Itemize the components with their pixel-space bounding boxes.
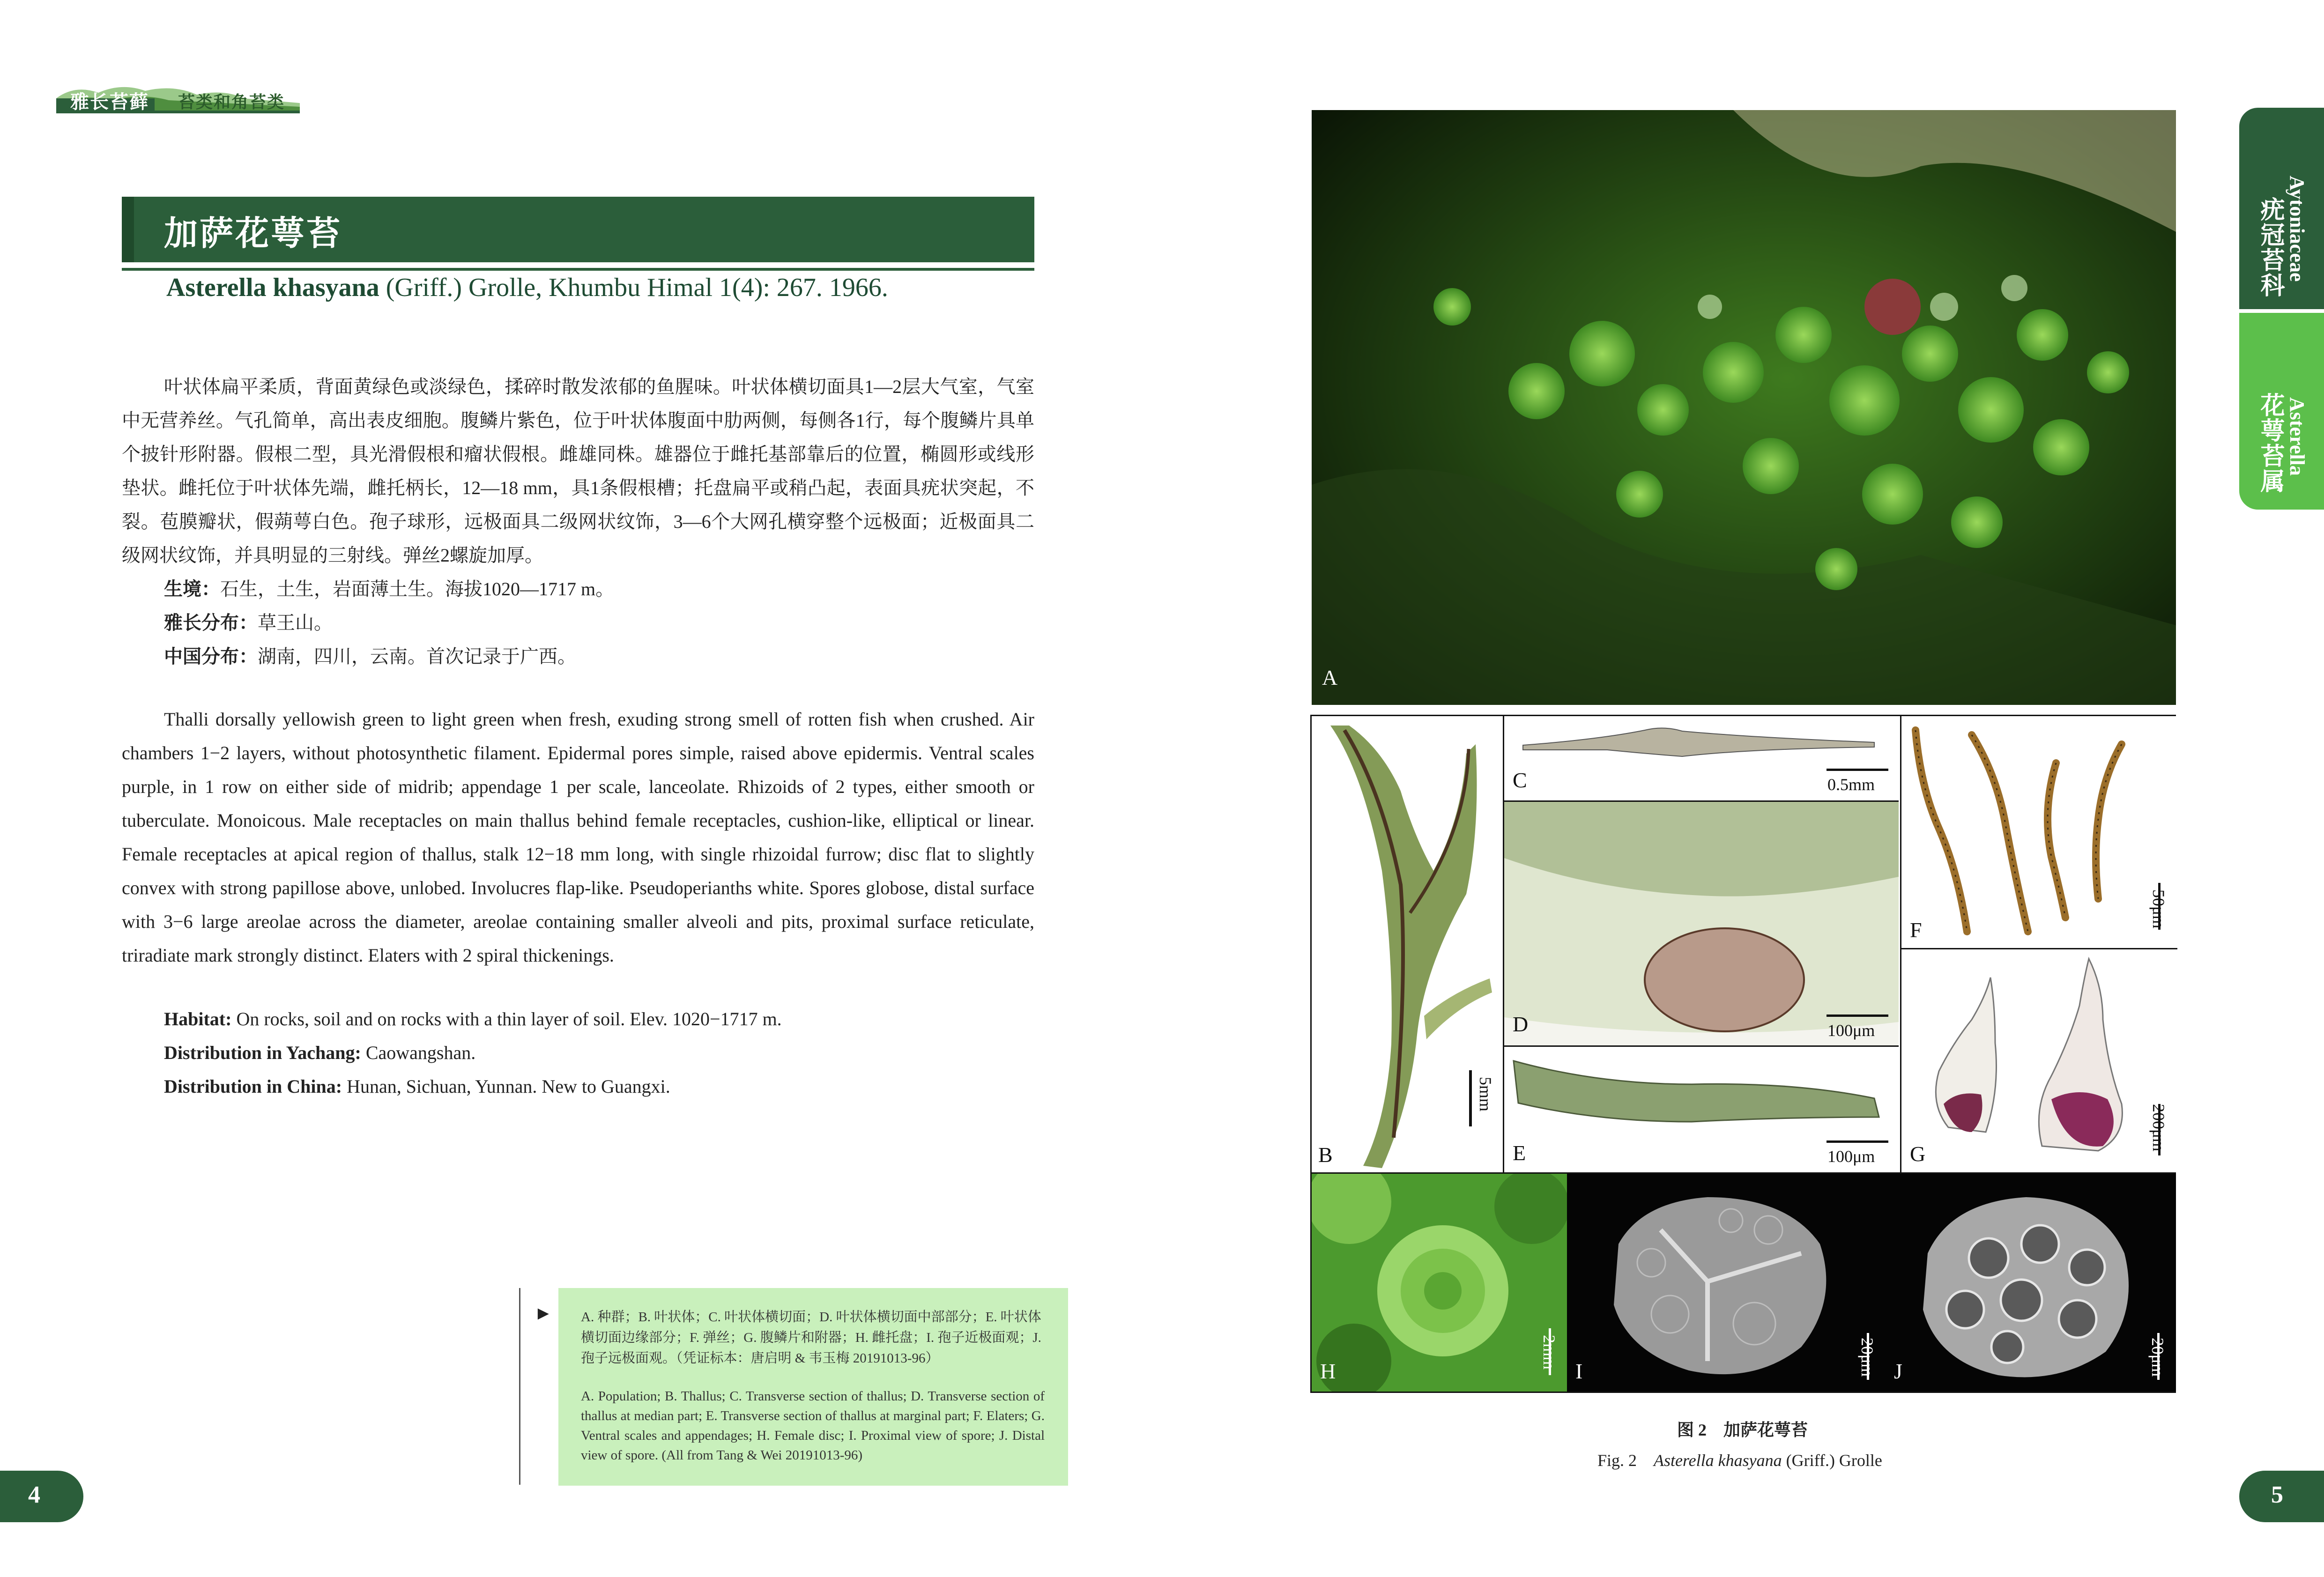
species-chinese-name: 加萨花萼苔 — [164, 215, 342, 252]
figure-caption-english — [1597, 1447, 1882, 1471]
yachang-cn-text: 草王山。 — [258, 612, 333, 633]
figure-panel-d — [1504, 802, 1899, 1047]
china-en-text: Hunan, Sichuan, Yunnan. New to Guangxi. — [342, 1076, 670, 1097]
genus-tab-latin: Asterella — [2286, 397, 2309, 476]
panel-label-h: H — [1320, 1359, 1336, 1383]
habitat-en-text: On rocks, soil and on rocks with a thin layer of soil. Elev. 1020−1717 m. — [231, 1008, 782, 1029]
caption-chinese: A. 种群；B. 叶状体；C. 叶状体横切面；D. 叶状体横切面中部部分；E. 叶状体横切面边缘部分；F. 弹丝；G. 腹鳞片和附器；H. 雌托盘；I. 孢子近极面观；J. 孢子远极面观。（凭证标本：唐启明 & 韦玉梅 20191013-96） — [581, 1310, 1041, 1366]
habitat-cn-label: 生境： — [164, 578, 220, 600]
yachang-en-text: Caowangshan. — [361, 1042, 476, 1063]
caption-rule — [519, 1288, 520, 1485]
habitat-cn-line — [164, 572, 614, 606]
scale-bar-d — [1827, 1014, 1888, 1017]
panel-label-c: C — [1513, 768, 1527, 792]
scale-label-d: 100μm — [1827, 1021, 1875, 1040]
china-en-line — [164, 1070, 670, 1103]
scale-label-i: 20μm — [1858, 1338, 1877, 1377]
panel-label-a: A — [1322, 666, 1338, 689]
spore-distal-sem — [1886, 1174, 2176, 1392]
book-title: 雅长苔藓 — [70, 91, 149, 112]
yachang-en-label: Distribution in Yachang: — [164, 1042, 361, 1063]
panel-label-j: J — [1894, 1359, 1902, 1383]
caption-english: A. Population; B. Thallus; C. Transverse section of thallus; D. Transverse section of thallus at median part; E. Transverse section of thallus at marginal part; F. Elaters; G. Ventral scales and appendages; H. Female disc; I. Proximal view of spore; J. Distal view of spore. (All from Tang & Wei 20191013-96) — [581, 1389, 1045, 1463]
china-en-label: Distribution in China: — [164, 1076, 342, 1097]
female-disc-photo — [1312, 1174, 1567, 1392]
figure-panel-c — [1504, 716, 1899, 802]
page-number-left-tab — [0, 1471, 83, 1522]
elaters-drawing — [1901, 716, 2177, 948]
book-subtitle: 苔类和角苔类 — [178, 93, 285, 111]
yachang-cn-label: 雅长分布： — [164, 612, 258, 633]
figure-caption-authority: (Griff.) Grolle — [1782, 1451, 1882, 1470]
scientific-authority: (Griff.) Grolle, Khumbu Himal 1(4): 267. 1966. — [379, 273, 888, 302]
scale-label-h: 2mm — [1540, 1335, 1559, 1370]
figure-panel-a — [1312, 110, 2176, 705]
scale-bar-c — [1827, 769, 1888, 771]
panel-label-d: D — [1513, 1012, 1529, 1036]
scale-label-b: 5mm — [1476, 1077, 1495, 1112]
panel-label-g: G — [1910, 1142, 1926, 1166]
panel-label-e: E — [1513, 1141, 1526, 1165]
scale-label-e: 100μm — [1827, 1147, 1875, 1166]
scale-label-c: 0.5mm — [1827, 775, 1875, 794]
figure-panel-i — [1567, 1174, 1886, 1392]
china-cn-label: 中国分布： — [164, 646, 258, 667]
panel-label-b: B — [1318, 1143, 1333, 1167]
description-english: Thalli dorsally yellowish green to light green when fresh, exuding strong smell of rotten fish when crushed. Air chambers 1−2 layers, without photosynthetic filament. Epidermal pores simple, raised above epidermis. Ventral scales purple, in 1 row on either side of midrib; appendage 1 per scale, lanceolate. Rhizoids of 2 types, either smooth or tuberculate. Monoicous. Male receptacles on main thallus behind female receptacles, cushion-like, elliptical or linear. Female receptacles at apical region of thallus, stalk 12−18 mm long, with single rhizoidal furrow; disc flat to slightly convex with strong papillose above, unlobed. Involucres flap-like. Pseudoperianths white. Spores globose, distal surface with 3−6 large areolae across the diameter, areolae containing smaller alveoli and pits, proximal surface reticulate, triradiate mark strongly distinct. Elaters with 2 spiral thickenings. — [122, 709, 1034, 966]
china-cn-line — [164, 640, 576, 674]
scale-label-f: 50μm — [2149, 889, 2168, 929]
scale-label-j: 20μm — [2148, 1338, 2167, 1377]
ventral-scales-drawing — [1901, 949, 2177, 1172]
figure-panel-e — [1504, 1047, 1899, 1172]
description-chinese: 叶状体扁平柔质，背面黄绿色或淡绿色，揉碎时散发浓郁的鱼腥味。叶状体横切面具1—2层大气室，气室中无营养丝。气孔简单，高出表皮细胞。腹鳞片紫色，位于叶状体腹面中肋两侧，每侧各1行，每个腹鳞片具单个披针形附器。假根二型，具光滑假根和瘤状假根。雌雄同株。雄器位于雌托基部靠后的位置，椭圆形或线形垫状。雌托位于叶状体先端，雌托柄长，12—18 mm，具1条假根槽；托盘扁平或稍凸起，表面具疣状突起，不裂。苞膜瓣状，假蒴萼白色。孢子球形，远极面具二级网状纹饰，3—6个大网孔横穿整个远极面；近极面具二级网状纹饰，并具明显的三射线。弹丝2螺旋加厚。 — [122, 376, 1034, 566]
panel-label-i: I — [1575, 1359, 1583, 1383]
figure-panel-b — [1312, 716, 1504, 1172]
scale-bar-e — [1827, 1140, 1888, 1143]
figure-panel-j — [1886, 1174, 2176, 1392]
habitat-en-label: Habitat: — [164, 1008, 232, 1029]
yachang-cn-line — [164, 606, 333, 640]
family-tab-latin: Aytoniaceae — [2286, 176, 2309, 282]
scientific-binomial: Asterella khasyana — [166, 273, 379, 302]
figure-panel-f — [1900, 716, 2177, 949]
scientific-name — [166, 273, 888, 303]
china-cn-text: 湖南，四川，云南。首次记录于广西。 — [258, 646, 576, 667]
population-photo — [1312, 110, 2176, 705]
genus-tab-chinese: 花萼苔属 — [2257, 392, 2283, 494]
figure-caption-chinese: 图 2 加萨花萼苔 — [1677, 1421, 1808, 1439]
family-tab-chinese: 疣冠苔科 — [2257, 197, 2283, 298]
habitat-cn-text: 石生，土生，岩面薄土生。海拔1020—1717 m。 — [220, 578, 615, 600]
scale-label-g: 200μm — [2149, 1104, 2168, 1152]
yachang-en-line — [164, 1036, 475, 1070]
scale-bar-b — [1469, 1070, 1472, 1126]
figure-panel-h — [1312, 1174, 1567, 1392]
figure-caption-species: Asterella khasyana — [1654, 1451, 1782, 1470]
median-section-drawing — [1504, 802, 1899, 1045]
habitat-en-line — [164, 1002, 782, 1036]
spore-proximal-sem — [1567, 1174, 1886, 1392]
page-number-left: 4 — [28, 1481, 40, 1508]
thallus-drawing — [1312, 716, 1503, 1172]
panel-label-f: F — [1910, 918, 1922, 942]
figure-caption-prefix: Fig. 2 — [1597, 1451, 1654, 1470]
figure-panel-g — [1900, 949, 2177, 1172]
caption-arrow-icon: ► — [534, 1303, 553, 1324]
page-number-right: 5 — [2271, 1481, 2283, 1508]
